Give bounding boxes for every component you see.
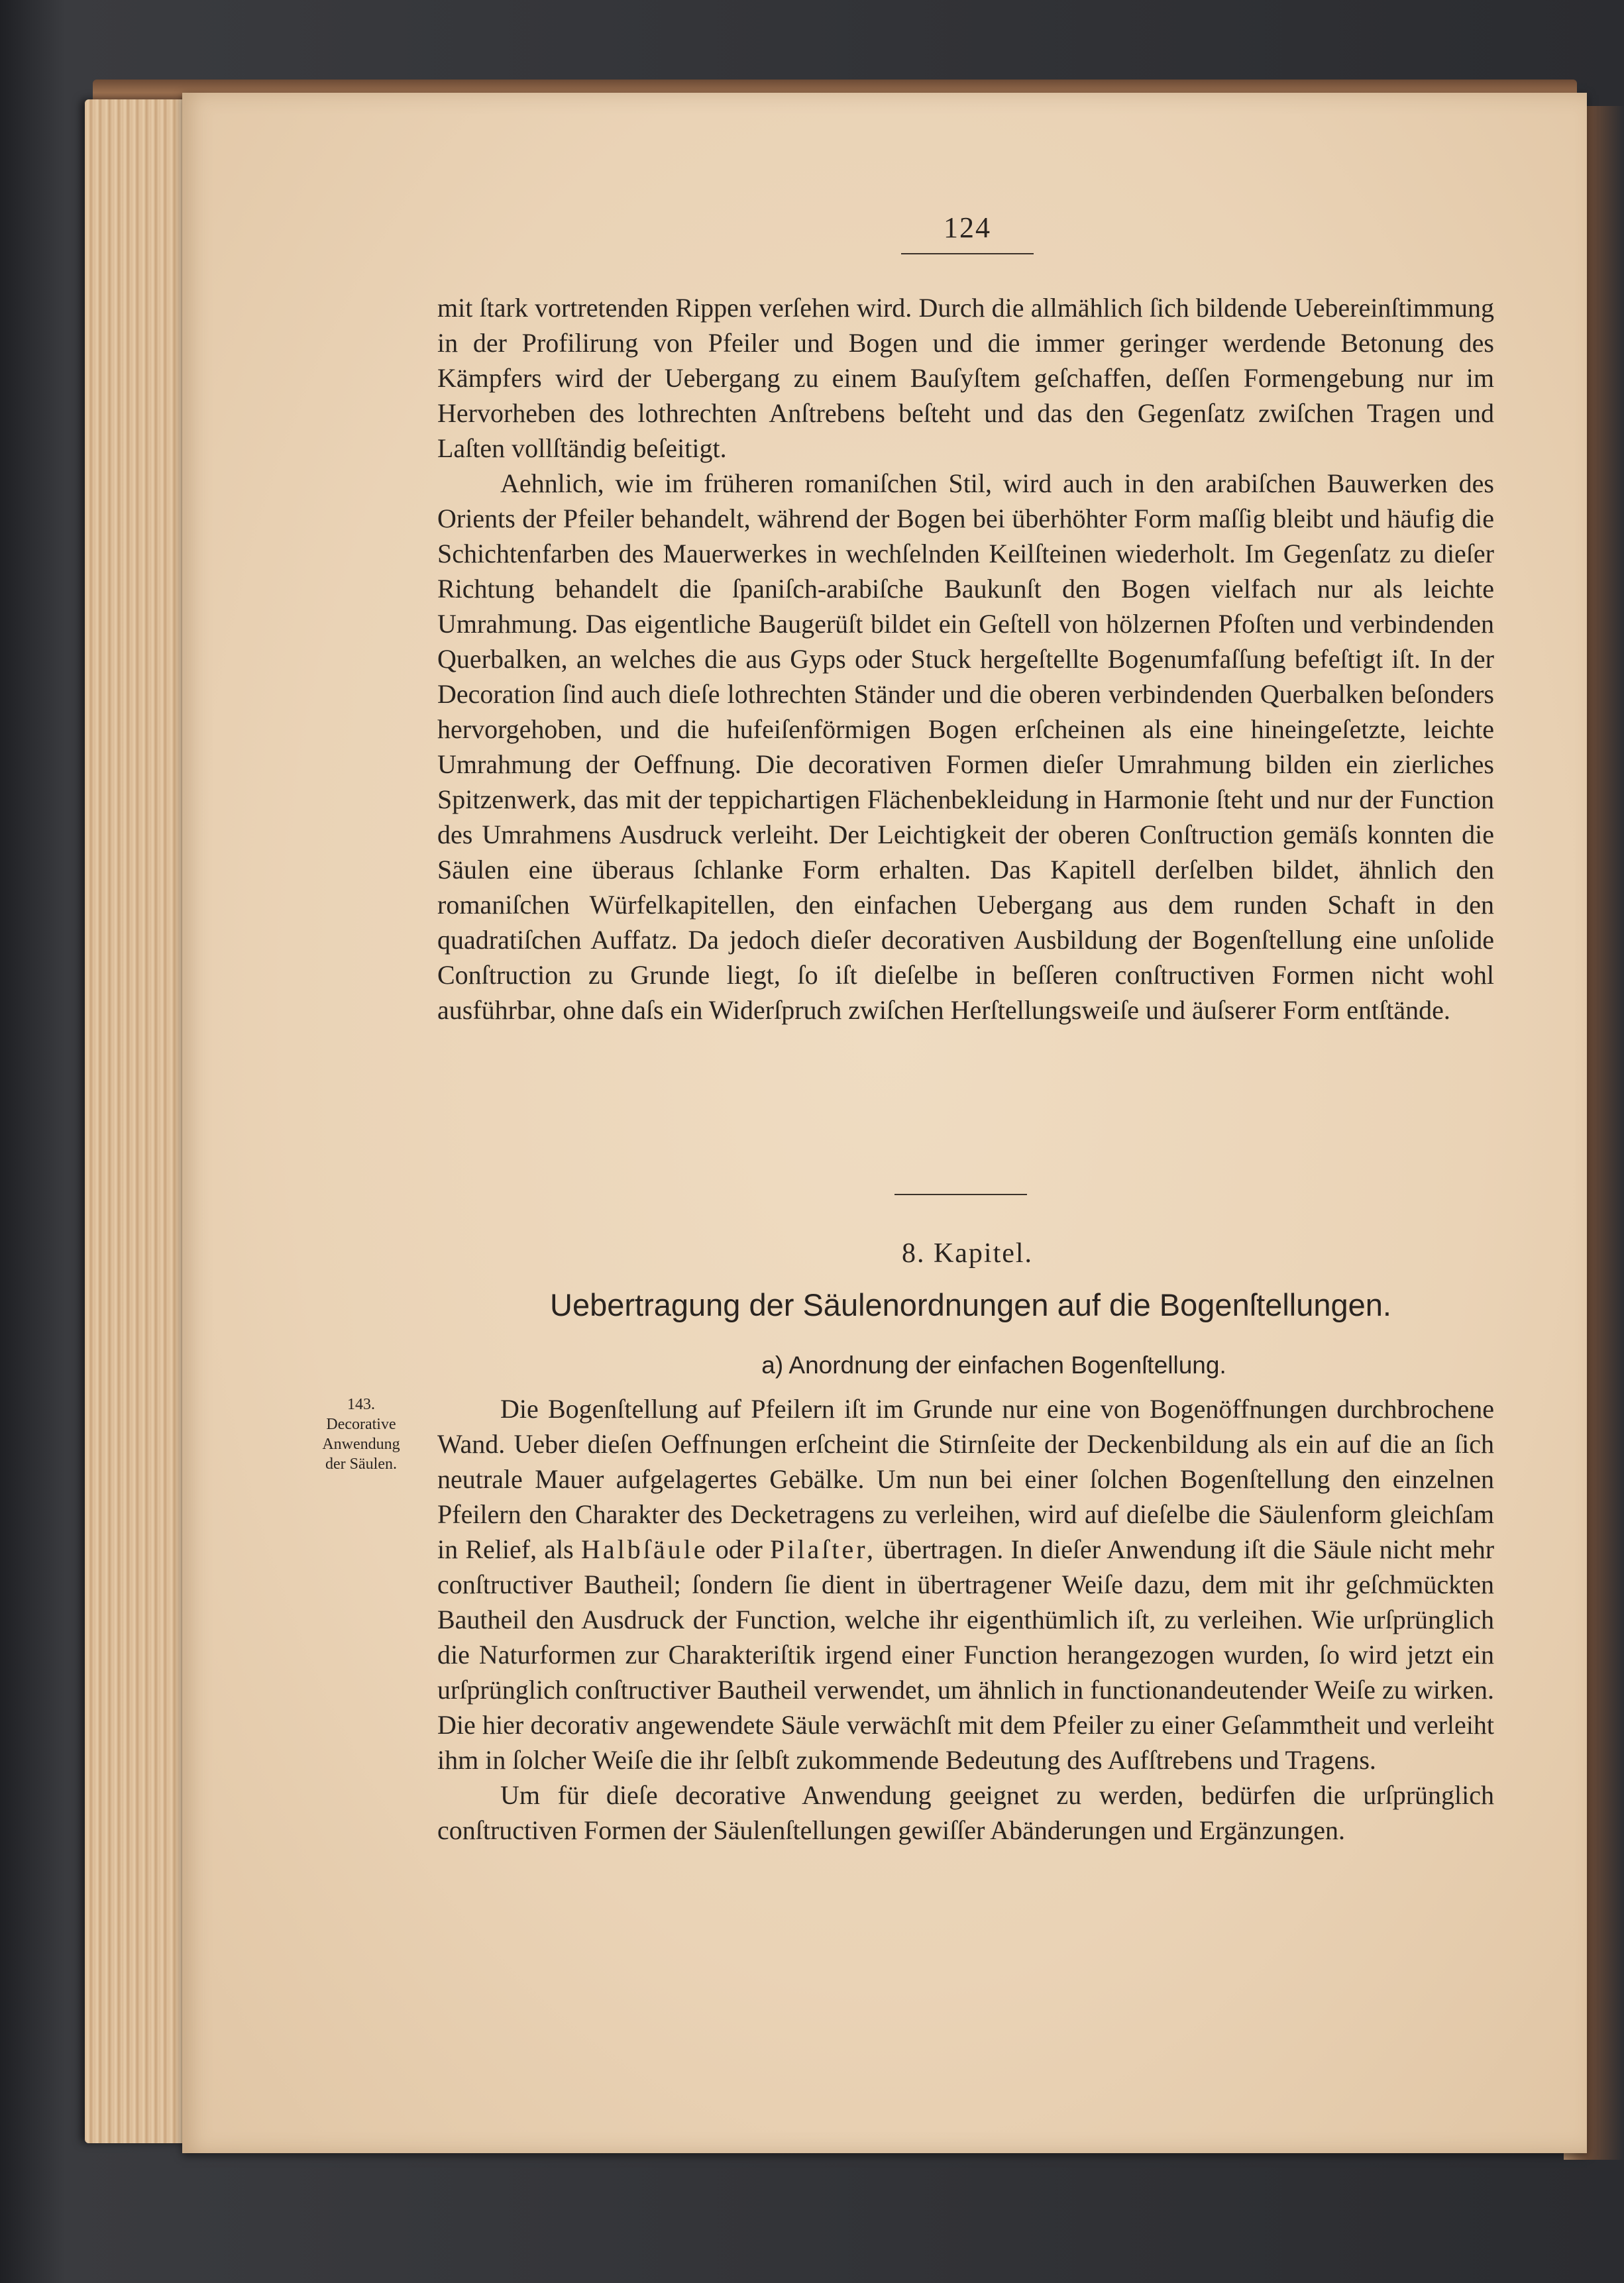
section-title: a) Anordnung der einfachen Bogenſtellung. [761, 1352, 1226, 1379]
paragraph-3-part-2: oder [715, 1534, 763, 1564]
chapter-title: Uebertragung der Säulenordnungen auf die Bogenſtellungen. [550, 1287, 1391, 1322]
term-halbsaeule: Halbſäule [580, 1534, 708, 1564]
marginal-line-1: Decorative [326, 1416, 396, 1433]
section-separator-rule [894, 1194, 1027, 1195]
marginal-note [301, 1395, 421, 1474]
marginal-line-3: der Säulen. [325, 1456, 397, 1473]
page-number-rule [901, 253, 1034, 254]
page-number: 124 [944, 211, 991, 244]
paragraph-2: Aehnlich, wie im früheren romaniſchen Stil, wird auch in den arabiſchen Bauwerken des Orients der Pfeiler behandelt, während der Bogen bei überhöhter Form maſſig bleibt und häufig die Schichtenfarben des Mauerwerkes in wechſelnden Keilſteinen wiederholt. Im Gegenſatz zu dieſer Richtung behandelt die ſpaniſch-arabiſche Baukunſt den Bogen vielfach nur als leichte Umrahmung. Das eigentliche Baugerüſt bildet ein Geſtell von hölzernen Pfoſten und verbindenden Querbalken, an welches die aus Gyps oder Stuck hergeſtellte Bogenumfaſſung befeſtigt iſt. In der Decoration ſind auch dieſe lothrechten Ständer und die oberen verbindenden Querbalken beſonders hervorgehoben, und die hufeiſenförmigen Bogen erſcheinen als eine hineingeſetzte, leichte Umrahmung der Oeffnung. Die decorativen Formen dieſer Umrahmung bilden ein zierliches Spitzenwerk, das mit der teppichartigen Flächenbekleidung in Harmonie ſteht und nur der Function des Umrahmens Ausdruck verleiht. Der Leichtigkeit der oberen Conſtruction gemäſs konnten die Säulen eine überaus ſchlanke Form erhalten. Das Kapitell derſelben bildet, ähnlich den romaniſchen Würfelkapitellen, den einfachen Uebergang aus dem runden Schaft in den quadratiſchen Auffatz. Da jedoch dieſer decorativen Ausbildung der Bogenſtellung eine unſolide Conſtruction zu Grunde liegt, ſo iſt dieſelbe in beſſeren conſtructiven Formen nicht wohl ausführbar, ohne daſs ein Widerſpruch zwiſchen Herſtellungsweiſe und äuſserer Form entſtände. [437, 468, 1494, 1025]
text-block-top [437, 290, 1494, 1028]
term-pilaster: Pilaſter, [770, 1534, 876, 1564]
paragraph-3 [437, 1391, 1494, 1778]
text-block-bottom [437, 1391, 1494, 1848]
paragraph-3-part-3: übertragen. In dieſer Anwendung iſt die Säule nicht mehr conſtructiver Bautheil; ſondern ſie dient in übertragener Weiſe dazu, dem mit ihr geſchmückten Bautheil den Ausdruck der Function, welche ihr eigenthümlich iſt, zu verleihen. Wie urſprünglich die Naturformen zur Charakteriſtik irgend einer Function herangezogen wurden, ſo wird jetzt ein urſprünglich conſtructiver Bautheil verwendet, um ähnlich in functionandeutender Weiſe zu wirken. Die hier decorativ angewendete Säule verwächſt mit dem Pfeiler zu einer Geſammtheit und verleiht ihm in ſolcher Weiſe die ihr ſelbſt zukommende Bedeutung des Aufſtrebens und Tragens. [437, 1534, 1495, 1775]
paragraph-4: Um für dieſe decorative Anwendung geeignet zu werden, bedürfen die urſprünglich conſtructiven Formen der Säulenſtellungen gewiſſer Abänderungen und Ergänzungen. [437, 1780, 1494, 1845]
paragraph-1: mit ſtark vortretenden Rippen verſehen wird. Durch die allmählich ſich bildende Uebereinſtimmung in der Profilirung von Pfeiler und Bogen und die immer geringer werdende Betonung des Kämpfers wird der Uebergang zu einem Bauſyſtem geſchaffen, deſſen Formengebung nur im Hervorheben des lothrechten Anſtrebens beſteht und das den Gegenſatz zwiſchen Tragen und Laſten vollſtändig beſeitigt. [437, 293, 1494, 463]
marginal-number: 143. [347, 1396, 375, 1413]
chapter-label: 8. Kapitel. [901, 1238, 1034, 1269]
marginal-line-2: Anwendung [322, 1436, 400, 1453]
paragraph-3-part-1: Die Bogenſtellung auf Pfeilern iſt im Grunde nur eine von Bogenöffnungen durchbrochene Wand. Ueber dieſen Oeffnungen erſcheint die Stirnſeite der Deckenbildung als ein auf die an ſich neutrale Mauer aufgelagertes Gebälke. Um nun bei einer ſolchen Bogenſtellung den einzelnen Pfeilern den Charakter des Decketragens zu verleihen, wird auf dieſelbe die Säulenform gleichſam in Relief, als [437, 1394, 1494, 1564]
